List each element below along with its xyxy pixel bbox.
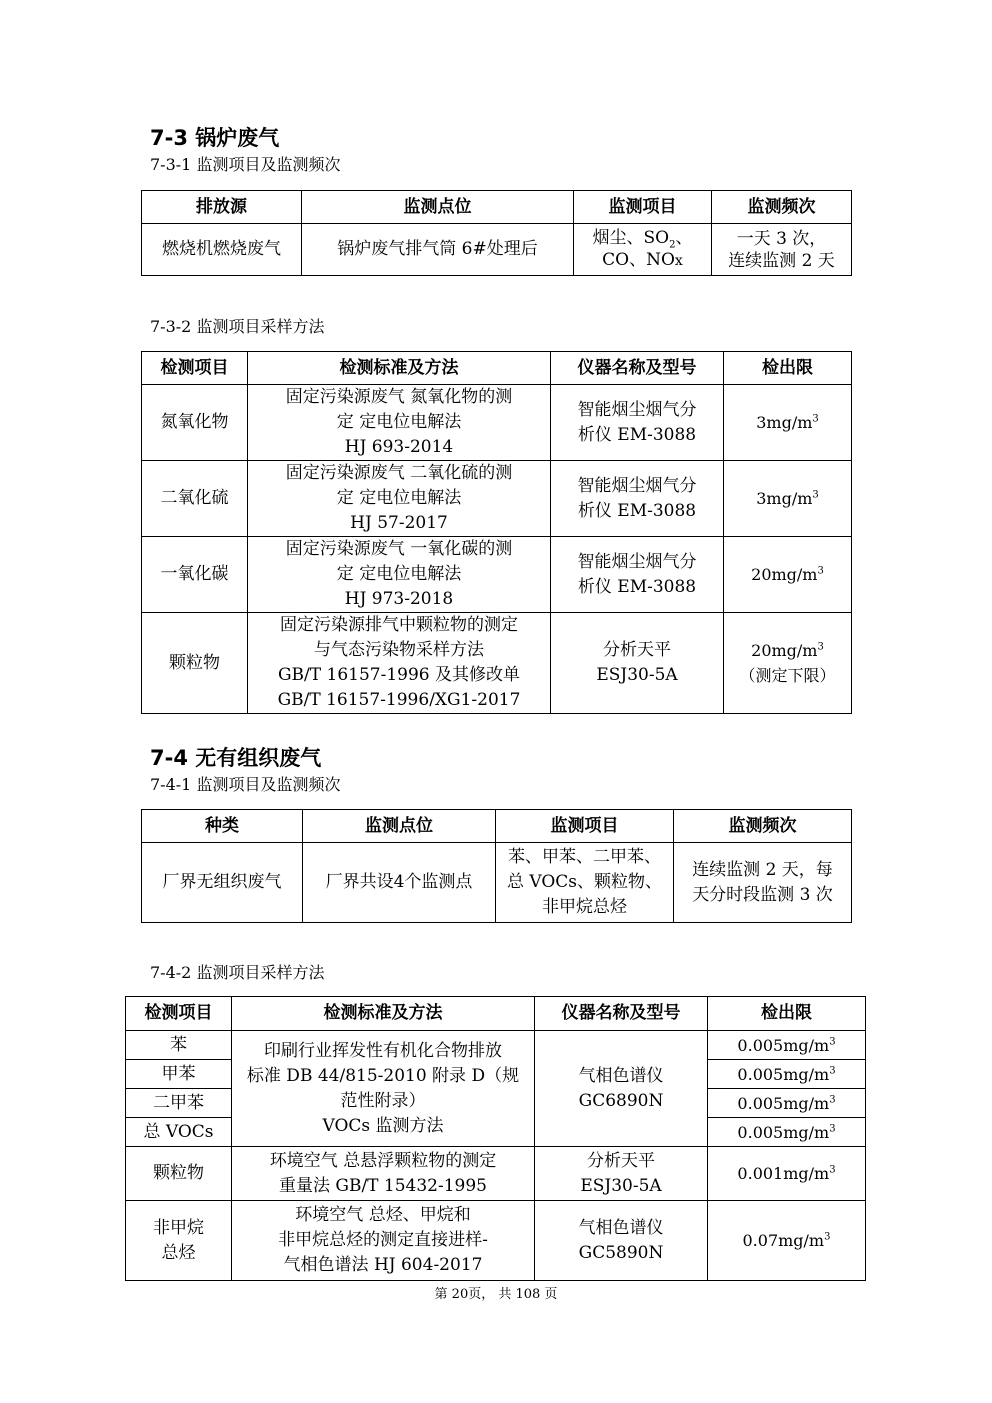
header-instrument: 仪器名称及型号 (535, 997, 708, 1031)
sampling-method-table-fugitive (125, 996, 866, 1281)
detection-limit-cell: $0.005mg/m^3$ (708, 1089, 866, 1118)
detection-limit-cell: $20mg/m^3$ (724, 537, 852, 613)
instrument-cell: 智能烟尘烟气分 析仪 EM-3088 (551, 385, 724, 461)
category-cell: 厂界无组织废气 (142, 843, 303, 923)
header-monitoring-frequency: 监测频次 (712, 191, 852, 224)
monitoring-items-cell: 苯、甲苯、二甲苯、 总 VOCs、颗粒物、 非甲烷总烃 (496, 843, 674, 923)
instrument-cell: 气相色谱仪 GC6890N (535, 1031, 708, 1147)
subsection-title-7-3-2: 7-3-2 监测项目采样方法 (150, 317, 325, 336)
monitoring-frequency-table-boiler (141, 190, 852, 276)
test-standard-cell: 固定污染源废气 一氧化碳的测 定 定电位电解法 HJ 973-2018 (248, 537, 551, 613)
test-standard-cell: 环境空气 总烃、甲烷和 非甲烷总烃的测定直接进样- 气相色谱法 HJ 604-2017 (232, 1201, 535, 1281)
test-item-cell: 苯 (126, 1031, 232, 1060)
test-item-cell: 二甲苯 (126, 1089, 232, 1118)
detection-limit-cell: $0.005mg/m^3$ (708, 1060, 866, 1089)
header-instrument: 仪器名称及型号 (551, 352, 724, 385)
detection-limit-cell: $0.005mg/m^3$ (708, 1031, 866, 1060)
header-emission-source: 排放源 (142, 191, 302, 224)
section-title-7-4: 7-4 无有组织废气 (150, 746, 322, 770)
test-standard-cell: 印刷行业挥发性有机化合物排放 标准 DB 44/815-2010 附录 D（规 范性附录） VOCs 监测方法 (232, 1031, 535, 1147)
test-item-cell: 颗粒物 (126, 1147, 232, 1201)
instrument-cell: 智能烟尘烟气分 析仪 EM-3088 (551, 537, 724, 613)
instrument-cell: 分析天平 ESJ30-5A (551, 613, 724, 714)
test-item-cell: 一氧化碳 (142, 537, 248, 613)
header-monitoring-point: 监测点位 (302, 191, 574, 224)
table-row (126, 1201, 866, 1281)
header-test-standard: 检测标准及方法 (248, 352, 551, 385)
table-row (142, 537, 852, 613)
subsection-title-7-4-2: 7-4-2 监测项目采样方法 (150, 963, 325, 982)
table-row (142, 461, 852, 537)
detection-limit-cell: $0.005mg/m^3$ (708, 1118, 866, 1147)
header-test-item: 检测项目 (142, 352, 248, 385)
detection-limit-cell: $3mg/m^3$ (724, 385, 852, 461)
monitoring-frequency-cell: 一天 3 次， 连续监测 2 天 (712, 224, 852, 276)
table-row (142, 385, 852, 461)
monitoring-frequency-table-fugitive (141, 809, 852, 923)
table-row (126, 1031, 866, 1060)
test-item-cell: 二氧化硫 (142, 461, 248, 537)
header-monitoring-point: 监测点位 (303, 810, 496, 843)
detection-limit-cell: $3mg/m^3$ (724, 461, 852, 537)
header-monitoring-item: 监测项目 (496, 810, 674, 843)
detection-limit-cell: $0.07mg/m^3$ (708, 1201, 866, 1281)
test-item-cell: 颗粒物 (142, 613, 248, 714)
header-test-item: 检测项目 (126, 997, 232, 1031)
detection-limit-cell: $0.001mg/m^3$ (708, 1147, 866, 1201)
header-category: 种类 (142, 810, 303, 843)
instrument-cell: 分析天平 ESJ30-5A (535, 1147, 708, 1201)
header-detection-limit: 检出限 (708, 997, 866, 1031)
emission-source-cell: 燃烧机燃烧废气 (142, 224, 302, 276)
test-standard-cell: 固定污染源废气 氮氧化物的测 定 定电位电解法 HJ 693-2014 (248, 385, 551, 461)
instrument-cell: 智能烟尘烟气分 析仪 EM-3088 (551, 461, 724, 537)
monitoring-items-cell: 烟尘、$SO_2$、 CO、NOx (574, 224, 712, 276)
header-detection-limit: 检出限 (724, 352, 852, 385)
page-number: 第 20页， 共 108 页 (434, 1287, 558, 1302)
table-row (142, 613, 852, 714)
detection-limit-cell: $20mg/m^3$ （测定下限） (724, 613, 852, 714)
test-item-cell: 氮氧化物 (142, 385, 248, 461)
monitoring-point-cell: 厂界共设4个监测点 (303, 843, 496, 923)
test-standard-cell: 固定污染源废气 二氧化硫的测 定 定电位电解法 HJ 57-2017 (248, 461, 551, 537)
section-title-7-3: 7-3 锅炉废气 (150, 126, 280, 150)
sampling-method-table-boiler (141, 351, 852, 714)
test-standard-cell: 固定污染源排气中颗粒物的测定 与气态污染物采样方法 GB/T 16157-1996 及其修改单 GB/T 16157-1996/XG1-2017 (248, 613, 551, 714)
subsection-title-7-3-1: 7-3-1 监测项目及监测频次 (150, 155, 341, 174)
test-item-cell: 甲苯 (126, 1060, 232, 1089)
test-item-cell: 非甲烷 总烃 (126, 1201, 232, 1281)
test-item-cell: 总 VOCs (126, 1118, 232, 1147)
table-row (126, 1147, 866, 1201)
instrument-cell: 气相色谱仪 GC5890N (535, 1201, 708, 1281)
header-monitoring-frequency: 监测频次 (674, 810, 852, 843)
subsection-title-7-4-1: 7-4-1 监测项目及监测频次 (150, 775, 341, 794)
test-standard-cell: 环境空气 总悬浮颗粒物的测定 重量法 GB/T 15432-1995 (232, 1147, 535, 1201)
header-test-standard: 检测标准及方法 (232, 997, 535, 1031)
header-monitoring-item: 监测项目 (574, 191, 712, 224)
monitoring-point-cell: 锅炉废气排气筒 6#处理后 (302, 224, 574, 276)
monitoring-frequency-cell: 连续监测 2 天，每 天分时段监测 3 次 (674, 843, 852, 923)
